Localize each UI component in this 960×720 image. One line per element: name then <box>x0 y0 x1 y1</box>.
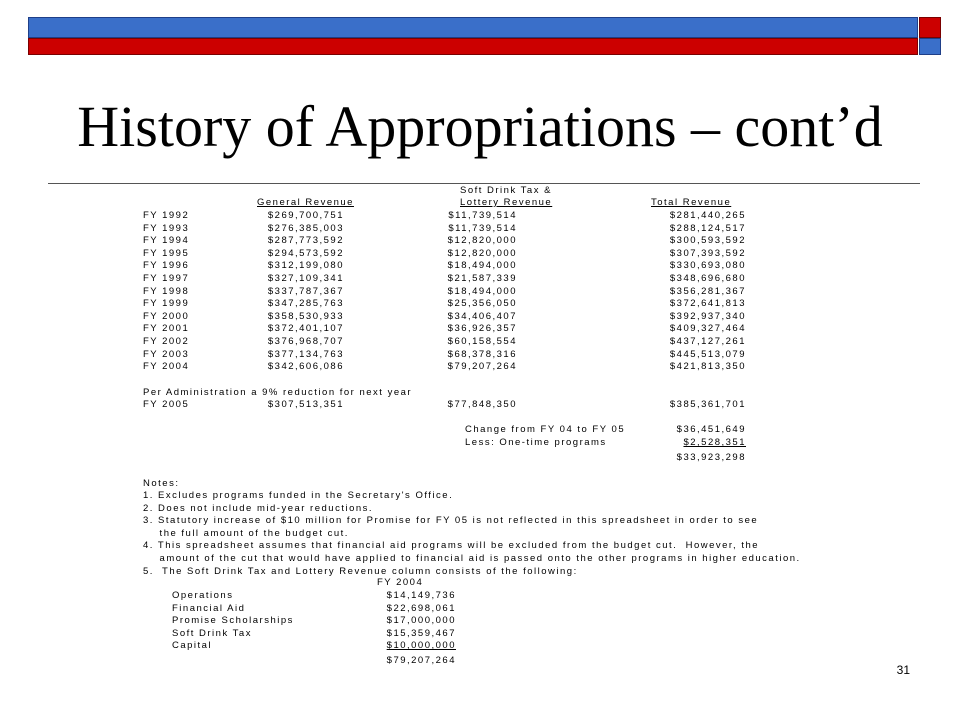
table-row-soft: $25,356,050 <box>447 298 517 310</box>
table-row-total: $392,937,340 <box>669 310 746 322</box>
note-line: 3. Statutory increase of $10 million for Promise for FY 05 is not reflected in this spreadsheet in order to see <box>143 515 759 527</box>
note-line: 2. Does not include mid-year reductions. <box>143 502 374 514</box>
table-row-year: FY 2004 <box>143 361 190 373</box>
table-row-total: $281,440,265 <box>669 210 746 221</box>
breakdown-value: $22,698,061 <box>386 602 456 614</box>
note-line: 4. This spreadsheet assumes that financial aid programs will be excluded from the budget cut. However, the <box>143 540 760 552</box>
breakdown-label: Promise Scholarships <box>172 615 294 627</box>
table-row-year: FY 2003 <box>143 348 190 360</box>
table-row-year: FY 1997 <box>143 273 190 284</box>
table-row-total: $356,281,367 <box>669 285 746 297</box>
table-row-soft: $12,820,000 <box>447 247 517 259</box>
table-row-general: $372,401,107 <box>267 323 344 335</box>
note-line: the full amount of the budget cut. <box>143 527 349 539</box>
table-row-general: $327,109,341 <box>267 273 344 284</box>
breakdown-value: $15,359,467 <box>386 627 456 639</box>
reduction-note: Per Administration a 9% reduction for next year <box>143 387 413 398</box>
table-row-year: FY 1993 <box>143 222 190 234</box>
less-label: Less: One-time programs <box>465 437 607 448</box>
table-row-total: $409,327,464 <box>669 323 746 335</box>
breakdown-value: $17,000,000 <box>386 615 456 627</box>
table-row-general: $377,134,763 <box>267 348 344 360</box>
table-row-general: $269,700,751 <box>267 210 344 221</box>
table-row-soft: $60,158,554 <box>447 336 517 347</box>
fy2005-soft: $77,848,350 <box>447 399 517 410</box>
table-row-total: $307,393,592 <box>669 247 746 259</box>
table-row-year: FY 2002 <box>143 336 190 347</box>
table-row-soft: $18,494,000 <box>447 285 517 297</box>
breakdown-value: $10,000,000 <box>386 640 456 652</box>
net-value: $33,923,298 <box>676 452 746 463</box>
note-line: 1. Excludes programs funded in the Secretary's Office. <box>143 490 454 501</box>
table-row-general: $376,968,707 <box>267 336 344 347</box>
notes-heading: Notes: <box>143 478 180 489</box>
table-row-general: $294,573,592 <box>267 247 344 259</box>
table-row-soft: $36,926,357 <box>447 323 517 335</box>
header-total-revenue: Total Revenue <box>651 197 732 208</box>
table-row-general: $337,787,367 <box>267 285 344 297</box>
breakdown-label: Soft Drink Tax <box>172 627 252 639</box>
table-row-total: $372,641,813 <box>669 298 746 310</box>
table-row-year: FY 1998 <box>143 285 190 297</box>
table-row-soft: $11,739,514 <box>448 210 517 221</box>
table-row-soft: $21,587,339 <box>447 273 517 284</box>
table-row-soft: $11,739,514 <box>448 222 517 234</box>
breakdown-value: $14,149,736 <box>386 590 456 601</box>
table-row-total: $288,124,517 <box>669 222 746 234</box>
header-general-revenue: General Revenue <box>257 197 354 208</box>
header-soft-drink-line2: Lottery Revenue <box>460 197 553 208</box>
table-row-total: $445,513,079 <box>669 348 746 360</box>
table-row-soft: $34,406,407 <box>447 310 517 322</box>
breakdown-label: Operations <box>172 590 234 601</box>
table-row-total: $421,813,350 <box>669 361 746 373</box>
breakdown-header: FY 2004 <box>377 577 424 588</box>
header-soft-drink-line1: Soft Drink Tax & <box>460 185 552 196</box>
breakdown-label: Financial Aid <box>172 602 246 614</box>
table-row-total: $330,693,080 <box>669 260 746 272</box>
less-value: $2,528,351 <box>683 437 746 448</box>
table-row-year: FY 1994 <box>143 235 190 247</box>
table-row-soft: $68,378,316 <box>447 348 517 360</box>
table-row-general: $358,530,933 <box>267 310 344 322</box>
table-row-year: FY 1992 <box>143 210 190 221</box>
table-row-year: FY 1996 <box>143 260 190 272</box>
table-row-total: $348,696,680 <box>669 273 746 284</box>
table-row-year: FY 2001 <box>143 323 190 335</box>
fy2005-total: $385,361,701 <box>669 399 746 410</box>
note-line: 5. The Soft Drink Tax and Lottery Revenue column consists of the following: <box>143 565 578 577</box>
page-number: 31 <box>896 663 910 677</box>
table-row-general: $342,606,086 <box>267 361 344 373</box>
table-row-soft: $18,494,000 <box>447 260 517 272</box>
table-row-general: $347,285,763 <box>267 298 344 310</box>
fy2005-general: $307,513,351 <box>267 399 344 410</box>
table-row-general: $287,773,592 <box>267 235 344 247</box>
table-row-year: FY 2000 <box>143 310 190 322</box>
breakdown-total: $79,207,264 <box>386 655 456 666</box>
table-row-general: $312,199,080 <box>267 260 344 272</box>
table-row-general: $276,385,003 <box>267 222 344 234</box>
slide-title: History of Appropriations – cont’d <box>77 94 883 159</box>
table-row-total: $300,593,592 <box>669 235 746 247</box>
table-row-year: FY 1999 <box>143 298 190 310</box>
fy2005-year: FY 2005 <box>143 399 190 410</box>
table-row-soft: $12,820,000 <box>447 235 517 247</box>
change-label: Change from FY 04 to FY 05 <box>465 424 626 435</box>
breakdown-label: Capital <box>172 640 213 652</box>
change-value: $36,451,649 <box>676 424 746 435</box>
table-row-soft: $79,207,264 <box>447 361 517 373</box>
note-line: amount of the cut that would have applied to financial aid is passed onto the other programs in higher education. <box>143 553 801 564</box>
table-row-year: FY 1995 <box>143 247 190 259</box>
table-row-total: $437,127,261 <box>669 336 746 347</box>
